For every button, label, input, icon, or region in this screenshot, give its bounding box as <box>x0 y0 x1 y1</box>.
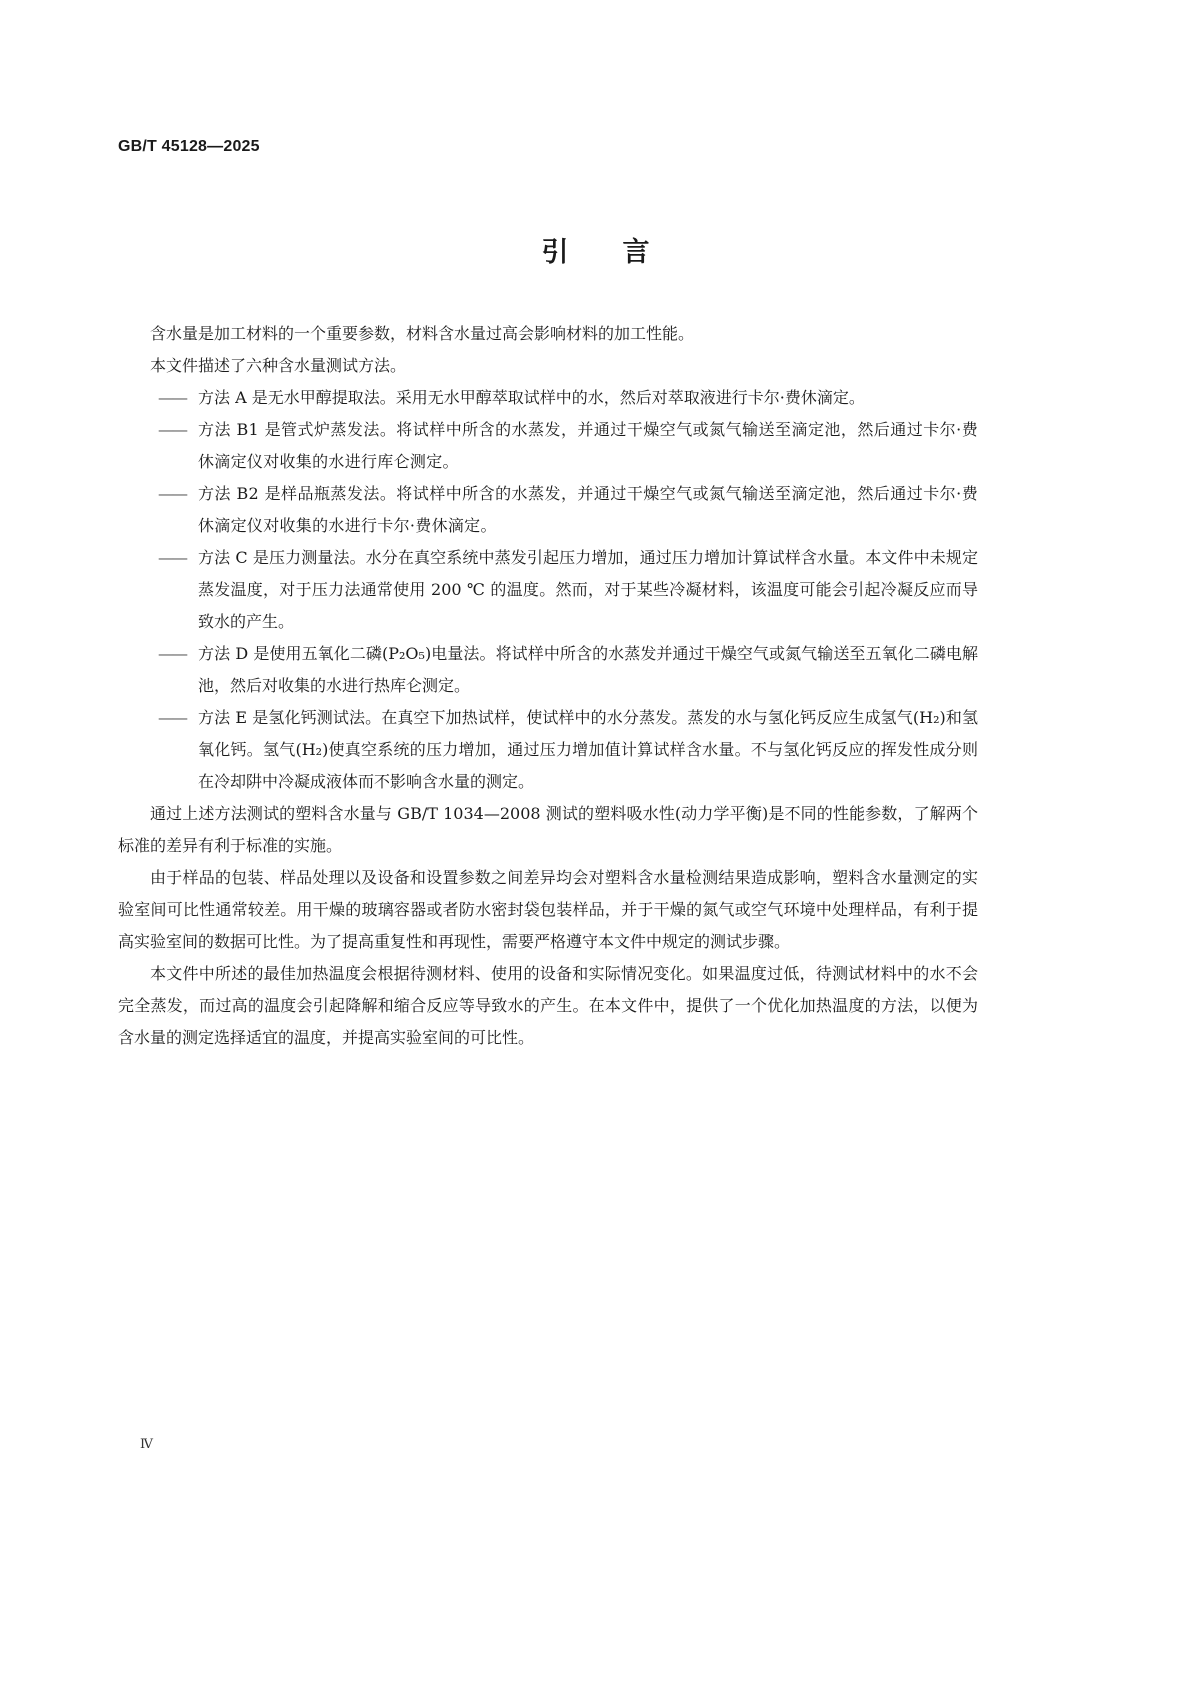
method-item-b1 <box>118 414 978 478</box>
document-body <box>118 318 978 1054</box>
body-paragraph: 由于样品的包装、样品处理以及设备和设置参数之间差异均会对塑料含水量检测结果造成影响，塑料含水量测定的实验室间可比性通常较差。用干燥的玻璃容器或者防水密封袋包装样品，并于干燥的氮气或空气环境中处理样品，有利于提高实验室间的数据可比性。为了提高重复性和再现性，需要严格遵守本文件中规定的测试步骤。 <box>118 868 978 951</box>
method-text: 方法 A 是无水甲醇提取法。采用无水甲醇萃取试样中的水，然后对萃取液进行卡尔·费休滴定。 <box>198 388 865 407</box>
dash-marker: —— <box>158 388 186 407</box>
intro-paragraph: 本文件描述了六种含水量测试方法。 <box>150 356 407 375</box>
method-text: 方法 D 是使用五氧化二磷(P₂O₅)电量法。将试样中所含的水蒸发并通过干燥空气或氮气输送至五氧化二磷电解池，然后对收集的水进行热库仑测定。 <box>198 644 978 695</box>
standard-code: GB/T 45128—2025 <box>118 138 260 155</box>
dash-marker: —— <box>158 548 186 567</box>
method-text: 方法 B1 是管式炉蒸发法。将试样中所含的水蒸发，并通过干燥空气或氮气输送至滴定池，然后通过卡尔·费休滴定仪对收集的水进行库仑测定。 <box>198 420 978 471</box>
dash-marker: —— <box>158 484 186 503</box>
method-item-a <box>118 382 978 414</box>
dash-marker: —— <box>158 708 186 727</box>
method-item-e <box>118 702 978 798</box>
intro-paragraph: 含水量是加工材料的一个重要参数，材料含水量过高会影响材料的加工性能。 <box>150 324 695 343</box>
method-text: 方法 E 是氢化钙测试法。在真空下加热试样，使试样中的水分蒸发。蒸发的水与氢化钙反应生成氢气(H₂)和氢氧化钙。氢气(H₂)使真空系统的压力增加，通过压力增加值计算试样含水量。不与氢化钙反应的挥发性成分则在冷却阱中冷凝成液体而不影响含水量的测定。 <box>198 708 978 791</box>
method-text: 方法 C 是压力测量法。水分在真空系统中蒸发引起压力增加，通过压力增加计算试样含水量。本文件中未规定蒸发温度，对于压力法通常使用 200 ℃ 的温度。然而，对于某些冷凝材料，该温度可能会引起冷凝反应而导致水的产生。 <box>198 548 978 631</box>
dash-marker: —— <box>158 420 186 439</box>
dash-marker: —— <box>158 644 186 663</box>
page-number: Ⅳ <box>140 1437 153 1452</box>
page-title: 引言 <box>541 237 704 268</box>
method-item-c <box>118 542 978 638</box>
method-item-d <box>118 638 978 702</box>
body-paragraph: 本文件中所述的最佳加热温度会根据待测材料、使用的设备和实际情况变化。如果温度过低，待测试材料中的水不会完全蒸发，而过高的温度会引起降解和缩合反应等导致水的产生。在本文件中，提供了一个优化加热温度的方法，以便为含水量的测定选择适宜的温度，并提高实验室间的可比性。 <box>118 964 978 1047</box>
method-text: 方法 B2 是样品瓶蒸发法。将试样中所含的水蒸发，并通过干燥空气或氮气输送至滴定池，然后通过卡尔·费休滴定仪对收集的水进行卡尔·费休滴定。 <box>198 484 978 535</box>
method-item-b2 <box>118 478 978 542</box>
body-paragraph: 通过上述方法测试的塑料含水量与 GB/T 1034—2008 测试的塑料吸水性(动力学平衡)是不同的性能参数，了解两个标准的差异有利于标准的实施。 <box>118 804 978 855</box>
